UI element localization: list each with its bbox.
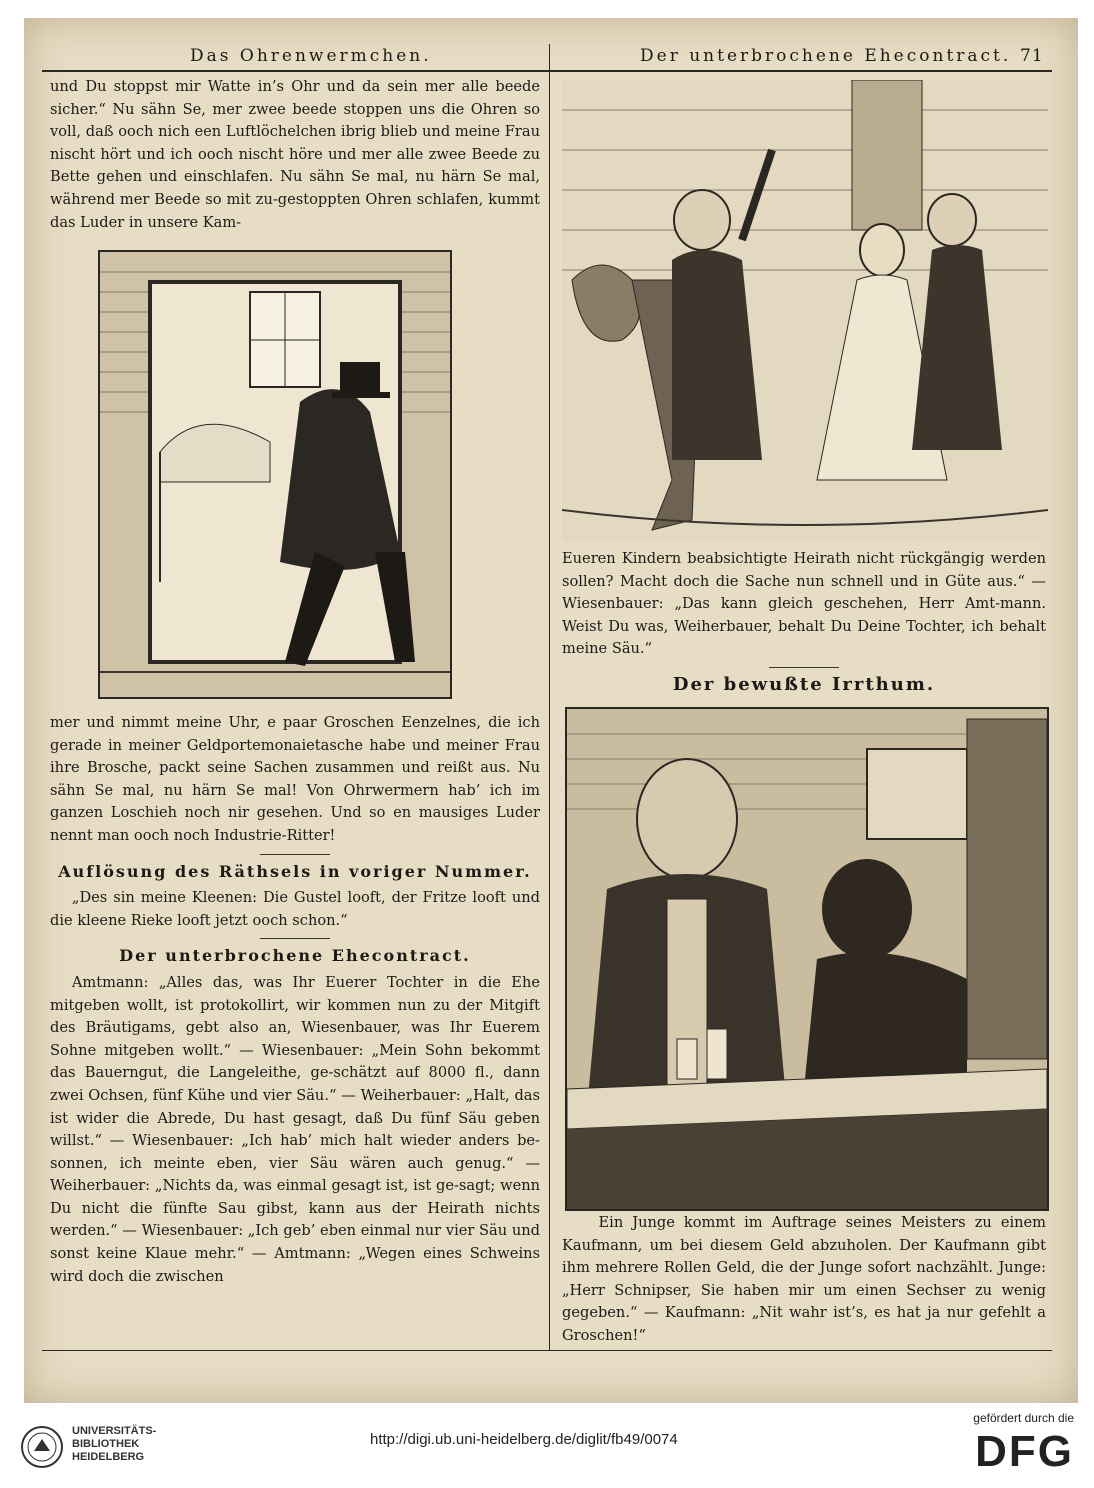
heading-riddle-solution: Auflösung des Räthsels in voriger Nummer. <box>58 861 532 881</box>
right-text-top <box>562 548 1046 701</box>
separator-rule <box>260 854 330 855</box>
left-running-title: Das Ohrenwermchen. <box>190 46 432 66</box>
merchant-caption: Ein Junge kommt im Auftrage seines Meisters zu einem Kaufmann, um bei diesem Geld abzuholen. Der Kaufmann gibt ihm mehrere Rollen Geld, die der Junge sofort nachzählt. Junge: „Herr Schnipser, Sie haben mir um einen Sechser zu wenig gegeben.“ — Kaufmann: „Nit wahr ist’s, es hat ja nur gefehlt a Groschen!“ <box>562 1214 1046 1344</box>
left-text-top <box>50 76 540 234</box>
paragraph-ohrenwermchen-2: mer und nimmt meine Uhr, e paar Groschen Eenzelnes, die ich gerade in meiner Geldportemonaietasche habe und meiner Frau ihre Brosche, packt seine Sachen zusammen und reißt aus. Nu sähn Se mal, nu härn Se mal! Von Ohrwermern hab’ ich im ganzen Loschieh noch nir gesehen. Und so en mausiges Luder nennt man ooch noch Industrie-Ritter! <box>50 714 540 844</box>
library-line-2: BIBLIOTHEK <box>72 1438 140 1450</box>
illustration-peasants <box>562 80 1048 542</box>
separator-rule <box>260 938 330 939</box>
permalink[interactable]: http://digi.ub.uni-heidelberg.de/diglit/fb49/0074 <box>370 1431 678 1448</box>
thief-drawing <box>100 252 450 697</box>
illustration-merchant <box>565 707 1049 1211</box>
library-name <box>72 1425 156 1464</box>
left-text-middle <box>50 712 540 1288</box>
sponsor-text: gefördert durch die <box>973 1411 1074 1425</box>
footer <box>0 1403 1094 1488</box>
top-rule <box>42 70 1052 72</box>
dfg-logo: DFG <box>975 1427 1074 1476</box>
merchant-drawing <box>567 709 1047 1209</box>
peasants-drawing <box>562 80 1048 542</box>
bottom-rule <box>42 1350 1052 1351</box>
separator-rule <box>769 667 839 668</box>
university-seal-icon <box>20 1425 64 1469</box>
paragraph-ohrenwermchen-1: und Du stoppst mir Watte in’s Ohr und da sein mer alle beede sicher.“ Nu sähn Se, mer zwee beede stoppen uns die Ohren so voll, daß ooch nich een Luftlöchelchen ibrig blieb und meine Frau nischt hört und ich ooch nischt höre und mer alle zwee Beede zu Bette gehen und einschlafen. Nu sähn Se mal, nu härn Se mal, während mer Beede so mit zu-gestoppten Ohren schlafen, kummt das Luder in unsere Kam- <box>50 78 540 231</box>
right-running-title: Der unterbrochene Ehecontract. <box>640 46 1012 66</box>
library-line-1: UNIVERSITÄTS- <box>72 1425 157 1437</box>
heading-ehecontract: Der unterbrochene Ehecontract. <box>119 946 471 966</box>
heading-irrthum: Der bewußte Irrthum. <box>672 673 936 695</box>
page-number: 71 <box>1020 46 1044 66</box>
column-divider <box>549 44 550 1350</box>
illustration-thief <box>98 250 452 699</box>
paragraph-ehecontract: Amtmann: „Alles das, was Ihr Euerer Tochter in die Ehe mitgeben wollt, ist protokollirt, wir kommen nun zu der Mitgift des Bräutigams, gebt also an, Wiesenbauer, was Ihr Euerem Sohne mitgeben wollt.“ — Wiesenbauer: „Mein Sohn bekommt das Bauerngut, die Langeleithe, ge-schätzt auf 8000 fl., dann zwei Ochsen, fünf Kühe und vier Säu.“ — Weiherbauer: „Halt, das ist wider die Abrede, Du hast gesagt, daß Du fünf Säu geben willst.“ — Wiesenbauer: „Ich hab’ mich halt wieder anders be-sonnen, ich meinte eben, vier Säu wären auch genug.“ — Weiherbauer: „Nichts da, was einmal gesagt ist, ist ge-sagt; wenn Du nicht die fünfte Sau gibst, kann aus der Heirath nichts werden.“ — Wiesenbauer: „Ich geb’ eben einmal nur vier Säu und sonst keine Klaue mehr.“ — Amtmann: „Wegen eines Schweins wird doch die zwischen <box>50 973 540 1285</box>
library-line-3: HEIDELBERG <box>72 1451 145 1463</box>
paragraph-ehecontract-continued: Eueren Kindern beabsichtigte Heirath nicht rückgängig werden sollen? Macht doch die Sache nun schnell und in Güte aus.“ — Wiesenbauer: „Das kann gleich geschehen, Herr Amt-mann. Weist Du was, Weiherbauer, behalt Du Deine Tochter, ich behalt meine Säu.“ <box>562 550 1046 658</box>
paragraph-riddle: „Des sin meine Kleenen: Die Gustel looft, der Fritze looft und die kleene Rieke looft jetzt ooch schon.“ <box>50 889 540 929</box>
